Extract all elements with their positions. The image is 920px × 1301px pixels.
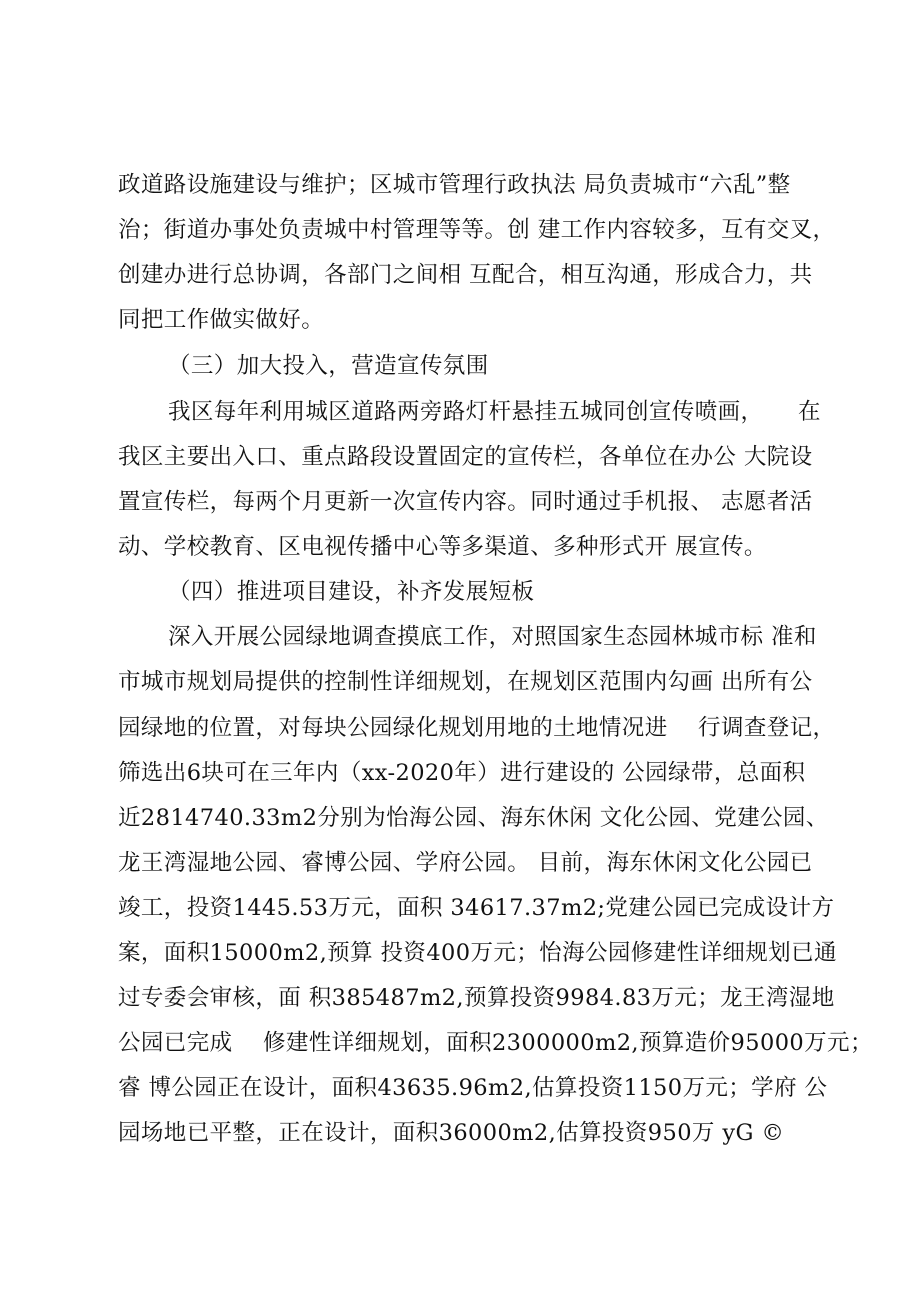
paragraph-line: 园场地已平整，正在设计，面积36000m2,估算投资950万 yG © bbox=[118, 1120, 785, 1146]
paragraph-line: 动、学校教育、区电视传播中心等多渠道、多种形式开 展宣传。 bbox=[118, 534, 767, 560]
paragraph-line: 近2814740.33m2分别为怡海公园、海东休闲 文化公园、党建公园、 bbox=[118, 805, 829, 831]
paragraph-line: 深入开展公园绿地调查摸底工作，对照国家生态园林城市标 准和 bbox=[168, 624, 817, 650]
section-heading: （四）推进项目建设，补齐发展短板 bbox=[168, 579, 535, 605]
paragraph-line: 市城市规划局提供的控制性详细规划，在规划区范围内勾画 出所有公 bbox=[118, 669, 813, 695]
paragraph-line: 置宣传栏，每两个月更新一次宣传内容。同时通过手机报、 志愿者活 bbox=[118, 489, 813, 515]
paragraph-line: 创建办进行总协调，各部门之间相 互配合，相互沟通，形成合力，共 bbox=[118, 262, 813, 288]
paragraph-line: 我区每年利用城区道路两旁路灯杆悬挂五城同创宣传喷画， 在 bbox=[168, 399, 821, 425]
paragraph-line: 睿 博公园正在设计，面积43635.96m2,估算投资1150万元；学府 公 bbox=[118, 1075, 828, 1101]
paragraph-line: 竣工，投资1445.53万元，面积 34617.37m2;党建公园已完成设计方 bbox=[118, 895, 835, 921]
section-heading: （三）加大投入，营造宣传氛围 bbox=[168, 353, 489, 379]
paragraph-line: 筛选出6块可在三年内（xx-2020年）进行建设的 公园绿带，总面积 bbox=[118, 760, 806, 786]
paragraph-line: 龙王湾湿地公园、睿博公园、学府公园。 目前，海东休闲文化公园已 bbox=[118, 850, 813, 876]
paragraph-line: 治；街道办事处负责城中村管理等等。创 建工作内容较多，互有交叉， bbox=[118, 217, 836, 243]
paragraph-line: 案，面积15000m2,预算 投资400万元；怡海公园修建性详细规划已通 bbox=[118, 940, 837, 966]
paragraph-line: 过专委会审核，面 积385487m2,预算投资9984.83万元；龙王湾湿地 bbox=[118, 985, 835, 1011]
paragraph-line: 我区主要出入口、重点路段设置固定的宣传栏，各单位在办公 大院设 bbox=[118, 444, 813, 470]
paragraph-line: 公园已完成 修建性详细规划，面积2300000m2,预算造价95000万元； bbox=[118, 1030, 873, 1056]
paragraph-line: 政道路设施建设与维护；区城市管理行政执法 局负责城市“六乱”整 bbox=[118, 172, 791, 198]
paragraph-line: 园绿地的位置，对每块公园绿化规划用地的土地情况进 行调查登记， bbox=[118, 715, 836, 741]
paragraph-line: 同把工作做实做好。 bbox=[118, 307, 325, 333]
